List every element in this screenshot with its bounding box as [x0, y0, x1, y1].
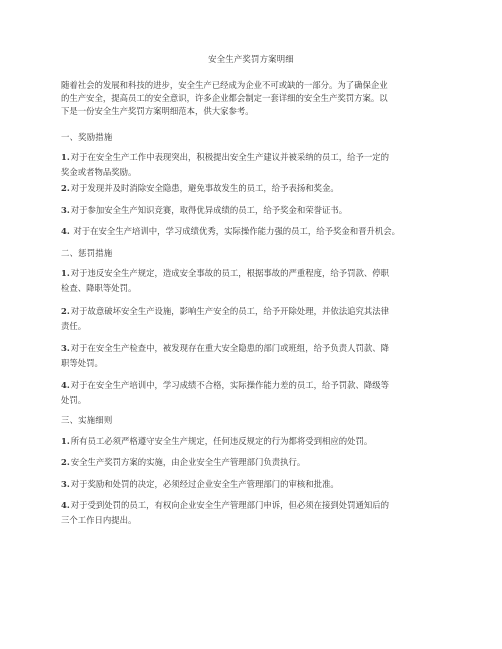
list-item	[61, 498, 441, 527]
intro-line: 下是一份安全生产奖罚方案明细范本，供大家参考。	[61, 106, 254, 117]
item-number: 4.	[61, 500, 70, 510]
list-item	[61, 477, 441, 492]
list-item	[61, 150, 441, 179]
section-heading-rewards: 一、奖励措施	[61, 132, 113, 142]
item-text: 职等处罚。	[61, 357, 103, 368]
section-heading-penalties: 二、惩罚措施	[61, 248, 113, 258]
item-text: 责任。	[61, 320, 87, 331]
intro-line: 随着社会的发展和科技的进步，安全生产已经成为企业不可或缺的一部分。为了确保企业	[61, 80, 388, 90]
item-number: 3.	[61, 343, 70, 353]
item-text: 对于在安全生产工作中表现突出，积极提出安全生产建议并被采纳的员工，给予一定的	[70, 152, 389, 162]
list-item	[61, 434, 441, 449]
item-number: 3.	[61, 479, 70, 489]
item-text: 所有员工必须严格遵守安全生产规定，任何违反规定的行为都将受到相应的处罚。	[70, 436, 373, 446]
item-text: 对于故意破坏安全生产设施，影响生产安全的员工，给予开除处理，并依法追究其法律	[70, 306, 389, 316]
list-item	[61, 378, 441, 407]
item-text: 对于在安全生产培训中，学习成绩不合格，实际操作能力差的员工，给予罚款、降级等	[70, 380, 389, 390]
item-text: 检查、降职等处罚。	[61, 282, 137, 293]
list-item	[61, 203, 441, 218]
list-item	[61, 341, 441, 370]
item-text: 对于在安全生产检查中，被发现存在重大安全隐患的部门或班组，给予负责人罚款、降	[70, 343, 389, 353]
item-number: 1.	[61, 152, 70, 162]
section-heading-implementation: 三、实施细则	[61, 415, 113, 425]
item-number: 3.	[61, 205, 70, 215]
item-number: 4.	[61, 380, 70, 390]
item-text: 对于奖励和处罚的决定，必须经过企业安全生产管理部门的审核和批准。	[70, 479, 339, 489]
item-text: 安全生产奖罚方案的实施，由企业安全生产管理部门负责执行。	[70, 457, 306, 467]
item-number: 1.	[61, 436, 70, 446]
item-number: 2.	[61, 457, 70, 467]
item-text: 对于违反安全生产规定，造成安全事故的员工，根据事故的严重程度，给予罚款、停职	[70, 268, 389, 278]
item-text: 奖金或者物品奖励。	[61, 166, 137, 177]
item-number: 2.	[61, 306, 70, 316]
intro-line: 的生产安全，提高员工的安全意识，许多企业都会制定一套详细的安全生产奖罚方案。以	[61, 93, 388, 104]
item-number: 1.	[61, 268, 70, 278]
item-text: 处罚。	[61, 394, 87, 405]
intro-paragraph	[61, 79, 441, 119]
item-number: 4.	[61, 226, 70, 236]
list-item	[61, 181, 441, 196]
item-text: 对于受到处罚的员工，有权向企业安全生产管理部门申诉，但必须在接到处罚通知后的	[70, 500, 389, 510]
item-number: 2.	[61, 183, 70, 193]
list-item	[61, 304, 441, 333]
item-text: 对于参加安全生产知识竞赛，取得优异成绩的员工，给予奖金和荣誉证书。	[70, 205, 348, 215]
list-item	[61, 266, 441, 295]
list-item	[61, 455, 441, 470]
item-text: 对于在安全生产培训中，学习成绩优秀，实际操作能力强的员工，给予奖金和晋升机会。	[70, 226, 401, 236]
item-text: 三个工作日内提出。	[61, 514, 137, 525]
document-title: 安全生产奖罚方案明细	[208, 54, 294, 64]
list-item	[61, 224, 441, 239]
item-text: 对于发现并及时消除安全隐患，避免事故发生的员工，给予表扬和奖金。	[70, 183, 339, 193]
